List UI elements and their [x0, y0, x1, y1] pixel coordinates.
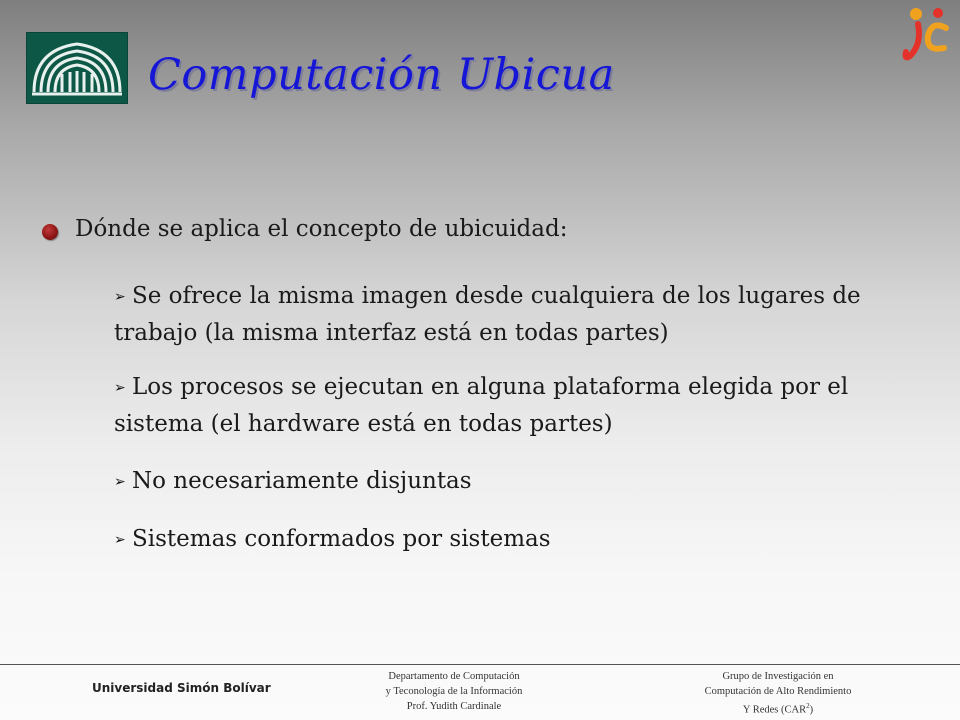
usb-logo-icon — [26, 32, 128, 104]
footer-department-line: Prof. Yudith Cardinale — [406, 701, 502, 712]
footer-group-superscript: 2 — [806, 702, 810, 710]
arrow-bullet-icon: ➢ — [114, 532, 126, 548]
footer-department — [344, 669, 564, 714]
sub-bullet-text: Los procesos se ejecutan en alguna plataforma elegida por el sistema (el hardware está en todas partes) — [114, 374, 849, 437]
footer-group-line: Grupo de Investigación en — [722, 671, 834, 682]
footer-department-line: Departamento de Computación — [388, 671, 520, 682]
sub-bullet-item — [114, 463, 934, 500]
sub-bullet-text: Sistemas conformados por sistemas — [132, 526, 551, 552]
sub-bullet-text: Se ofrece la misma imagen desde cualquiera de los lugares de trabajo (la misma interfaz está en todas partes) — [114, 283, 861, 346]
footer-research-group — [668, 669, 888, 718]
sub-bullet-item — [114, 521, 934, 558]
footer-university: Universidad Simón Bolívar — [92, 681, 271, 695]
footer-group-line: Computación de Alto Rendimiento — [704, 686, 852, 697]
footer-divider — [0, 664, 960, 665]
sub-bullet-text: No necesariamente disjuntas — [132, 468, 472, 494]
sub-bullet-item — [114, 369, 934, 442]
arrow-bullet-icon: ➢ — [114, 474, 126, 490]
footer-department-line: y Teconología de la Información — [385, 686, 523, 697]
sub-bullet-item — [114, 278, 934, 351]
main-bullet-text: Dónde se aplica el concepto de ubicuidad: — [75, 216, 568, 242]
arrow-bullet-icon: ➢ — [114, 289, 126, 305]
footer-group-text: Y Redes (CAR — [742, 704, 807, 716]
slide-title: Computación Ubicua — [148, 50, 615, 100]
footer-group-text: ) — [809, 704, 814, 716]
red-round-bullet-icon — [42, 224, 58, 240]
arrow-bullet-icon: ➢ — [114, 380, 126, 396]
footer-group-line — [668, 699, 888, 718]
research-group-logo-icon — [900, 4, 952, 64]
